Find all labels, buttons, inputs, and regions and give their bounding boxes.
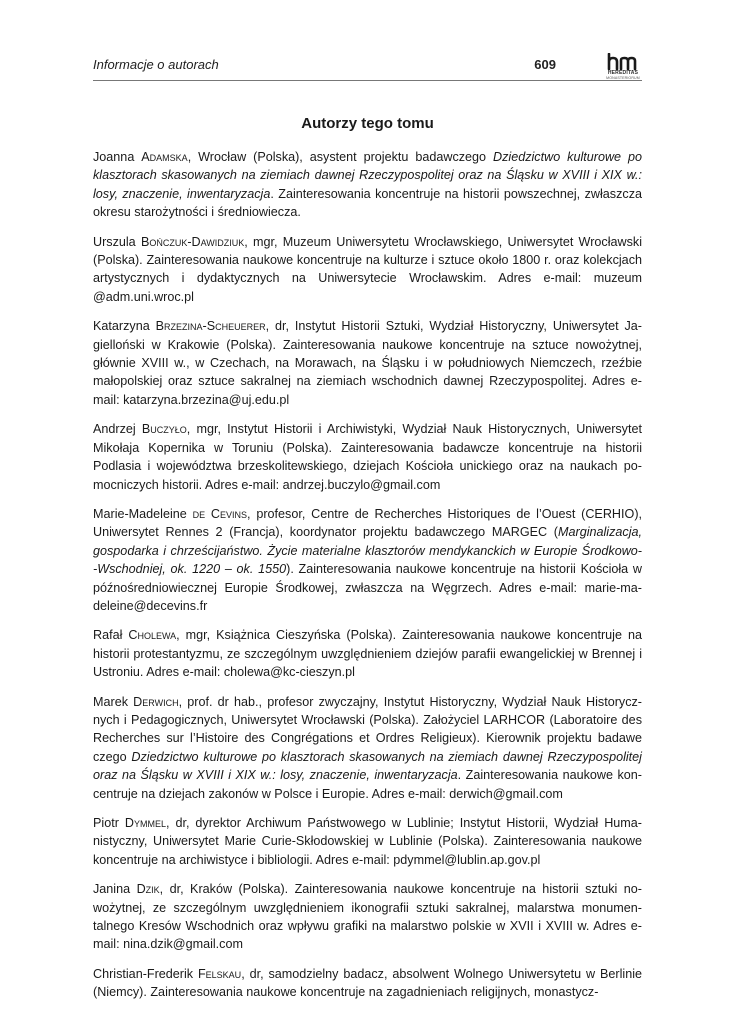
project-title: Dziedzictwo kulturowe po klasztorach skasowanych na ziemiach dawnej Rzeczypospolitej oraz na Śląsku w XVIII i XIX w.: losy, znaczenie, inwentaryzacja <box>93 150 642 201</box>
logo-text-monasteriorum: MONASTERIORUM <box>606 76 640 80</box>
logo-text-hereditas: HEREDITAS <box>607 70 639 76</box>
author-first-name: Andrzej <box>93 422 142 437</box>
author-text: , dr, dyrektor Archiwum Państwowego w Lublinie; Instytut Historii, Wydział Humanistyczny, Uniwersytet Marie Curie-Skłodowskiej w Lublinie (Polska). Zainteresowania naukowe koncentruje na archiwistyce i bibliologii. Adres e-mail: pdymmel@lublin.ap.gov.pl <box>93 816 642 867</box>
author-text: ). Zainteresowania naukowe koncentruje na historii Kościoła w późnośredniowiecznej Europie Środkowej, zwłaszcza na Węgrzech. Adres e-mail: marie-madeleine@decevins.fr <box>93 562 643 613</box>
project-title: Marginalizacja, gospodarka i chrześcijaństwo. Życie materialne klasztorów mendykanckich w Europie Środkowo-‑Wschodniej, ok. 1220 – ok. 1550 <box>93 525 642 577</box>
author-surname: Derwich <box>133 694 179 709</box>
author-text: . Zainteresowania koncentruje na historii powszechnej, zwłaszcza okresu starożytności i średniowiecza. <box>93 186 642 220</box>
author-surname: Felskau <box>197 966 242 981</box>
author-first-name: Joanna <box>93 150 142 164</box>
author-first-name: Janina <box>93 882 137 897</box>
author-text: , mgr, Instytut Historii i Archiwistyki, Wydział Nauk Historycznych, Uniwersytet Mikołaja Kopernika w Toruniu (Polska). Zainteresowania badawcze koncentruje na historii Podlasia i województwa brzeskolitewskiego, dziejach Kościoła unickiego oraz na naukach pomocniczych historii. Adres e-mail: andrzej.buczylo@gmail.com <box>93 422 642 492</box>
author-entry-adamska <box>93 148 642 222</box>
hm-logo-icon <box>604 53 642 83</box>
author-text: , dr, Kraków (Polska). Zainteresowania naukowe koncentruje na historii sztuki nowożytnej, ze szczególnym uwzględnieniem ikonografii sztuki sakralnej, malarstwa monumentalnego Kresów Wschodnich oraz wpływu grafiki na malarstwo polskie w XVII i XVIII w. Adres e-mail: nina.dzik@gmail.com <box>93 882 642 952</box>
author-text: , dr, Instytut Historii Sztuki, Wydział Historyczny, Uniwersytet Jagielloński w Krakowie (Polska). Zainteresowania naukowe koncentruje na sztuce nowożytnej, głównie XVIII w., w Czechach, na Morawach, na Śląsku i w południowych Niemczech, rzeźbie małopolskiej oraz sztuce sakralnej na ziemiach wschodnich dawnej Rzeczypospolitej. Adres e-mail: katarzyna.brzezina@uj.edu.pl <box>93 319 642 407</box>
author-text: , dr, samodzielny badacz, absolwent Wolnego Uniwersytetu w Berlinie (Niemcy). Zainteresowania naukowe koncentruje na zagadnieniach religijnych, monastycz- <box>93 966 642 1000</box>
running-title: Informacje o autorach <box>93 57 219 72</box>
author-surname: Dzik <box>136 882 160 897</box>
author-text: , prof. dr hab., profesor zwyczajny, Instytut Historyczny, Wydział Nauk Historycznych i Pedagogicznych, Uniwersytet Wrocławski (Polska). Założyciel LARHCOR (Laboratoire des Recherches sur l’Histoire des Congrégations et Ordres Religieux). Kierownik projektu badawe czego <box>93 694 642 764</box>
hm-logo-mark <box>607 53 639 71</box>
author-entry-derwich <box>93 693 642 803</box>
author-first-name: Rafał <box>93 628 129 643</box>
author-entry-buczylo <box>93 420 642 494</box>
author-first-name: Marek <box>93 694 134 709</box>
author-surname: Brzezina-Scheuerer <box>155 319 266 334</box>
author-entry-felskau <box>93 965 642 1002</box>
author-surname: Dymmel <box>124 816 166 830</box>
project-title: Dziedzictwo kulturowe po klasztorach skasowanych na ziemiach dawnej Rzeczypospolitej oraz na Śląsku w XVIII i XIX w.: losy, znaczenie, inwentaryzacja <box>93 749 642 783</box>
author-first-name: Christian-Frederik <box>93 966 198 981</box>
author-first-name: Marie-Madeleine <box>93 506 193 521</box>
author-surname: Bończuk-Dawidziuk <box>140 234 245 249</box>
author-text: . Zainteresowania naukowe koncentruje na dziejach zakonów w Polsce i Europie. Adres e-mail: derwich@gmail.com <box>93 768 642 801</box>
author-first-name: Katarzyna <box>93 319 156 334</box>
author-first-name: Piotr <box>93 816 125 830</box>
author-entry-bonczuk-dawidziuk <box>93 233 642 307</box>
author-text: , mgr, Książnica Cieszyńska (Polska). Zainteresowania naukowe koncentruje na historii protestantyzmu, ze szczególnym uwzględnieniem dziejów parafii ewangelickiej w Brennej i Ustroniu. Adres e-mail: cholewa@kc-cieszyn.pl <box>93 628 642 680</box>
author-surname: Cholewa <box>128 628 177 643</box>
section-title: Autorzy tego tomu <box>301 115 434 132</box>
header-rule <box>93 80 642 81</box>
author-surname: Buczyło <box>141 422 187 437</box>
page-number: 609 <box>534 57 556 72</box>
author-entry-de-cevins <box>93 505 642 615</box>
author-entry-brzezina-scheuerer <box>93 317 642 409</box>
author-entry-cholewa <box>93 626 642 681</box>
author-list <box>93 148 642 1013</box>
author-entry-dymmel <box>93 814 642 869</box>
author-surname: Adamska <box>141 150 188 164</box>
author-text: , mgr, Muzeum Uniwersytetu Wrocławskiego, Uniwersytet Wrocławski (Polska). Zainteresowania naukowe koncentruje na kulturze i sztuce około 1800 r. oraz kolekcjach artystycznych i dydaktycznych na Uniwersytecie Wrocławskim. Adres e-mail: muzeum @adm.uni.wroc.pl <box>93 234 643 304</box>
author-entry-dzik <box>93 880 642 954</box>
author-text: , profesor, Centre de Recherches Historiques de l’Ouest (CERHIO), Uniwersytet Rennes 2 (Francja), koordynator projektu badawczego MARGEC ( <box>93 506 643 540</box>
author-first-name: Urszula <box>93 234 141 249</box>
author-text: , Wrocław (Polska), asystent projektu badawczego <box>187 150 494 164</box>
author-surname: de Cevins <box>192 506 248 521</box>
running-header <box>93 57 642 80</box>
